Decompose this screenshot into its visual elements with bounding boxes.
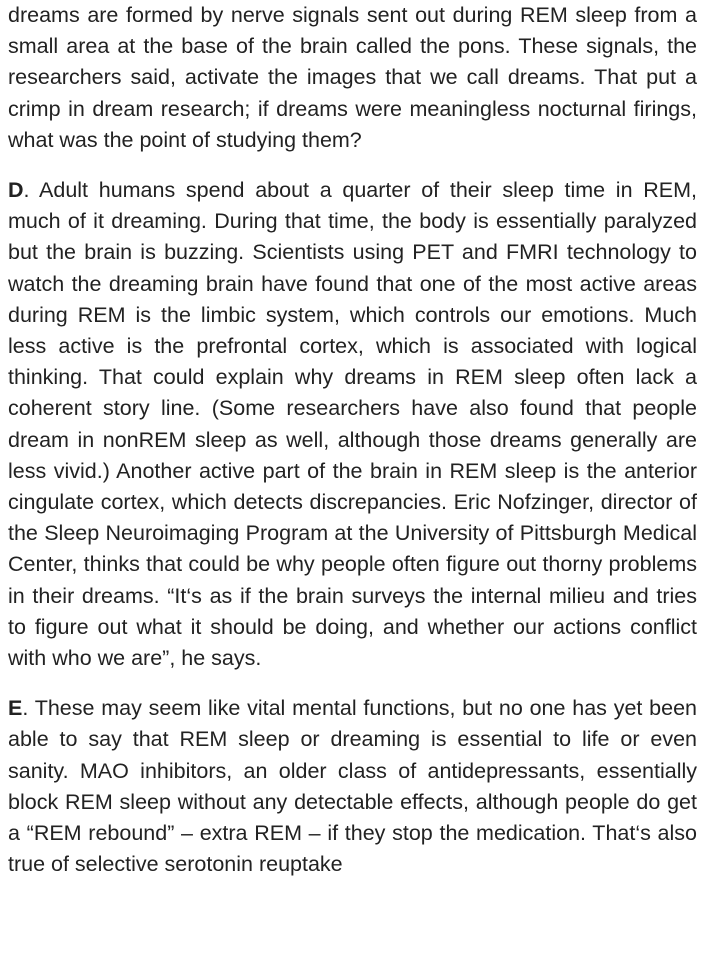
paragraph-text: dreams are formed by nerve signals sent out during REM sleep from a small area at the base of the brain called the pons. These signals, the researchers said, activate the images that we call dreams. That put a crimp in dream research; if dreams were meaningless nocturnal firings, what was the point of studying them? <box>8 3 697 152</box>
paragraph-c-continued <box>8 0 697 156</box>
paragraph-d <box>8 175 697 674</box>
paragraph-text: . These may seem like vital mental functions, but no one has yet been able to say that REM sleep or dreaming is essential to life or even sanity. MAO inhibitors, an older class of antidepressants, essentially block REM sleep without any detectable effects, although people do get a “REM rebound” – extra REM – if they stop the medication. That‘s also true of selective serotonin reuptake <box>8 696 697 877</box>
paragraph-spacer <box>8 156 697 175</box>
paragraph-spacer <box>8 674 697 693</box>
document-page <box>8 0 697 880</box>
paragraph-e <box>8 693 697 880</box>
paragraph-text: . Adult humans spend about a quarter of their sleep time in REM, much of it dreaming. During that time, the body is essentially paralyzed but the brain is buzzing. Scientists using PET and FMRI technology to watch the dreaming brain have found that one of the most active areas during REM is the limbic system, which controls our emotions. Much less active is the prefrontal cortex, which is associated with logical thinking. That could explain why dreams in REM sleep often lack a coherent story line. (Some researchers have also found that people dream in nonREM sleep as well, although those dreams generally are less vivid.) Another active part of the brain in REM sleep is the anterior cingulate cortex, which detects discrepancies. Eric Nofzinger, director of the Sleep Neuroimaging Program at the University of Pittsburgh Medical Center, thinks that could be why people often figure out thorny problems in their dreams. “It‘s as if the brain surveys the internal milieu and tries to figure out what it should be doing, and whether our actions conflict with who we are”, he says. <box>8 178 697 671</box>
paragraph-letter: E <box>8 696 23 721</box>
paragraph-letter: D <box>8 178 24 203</box>
